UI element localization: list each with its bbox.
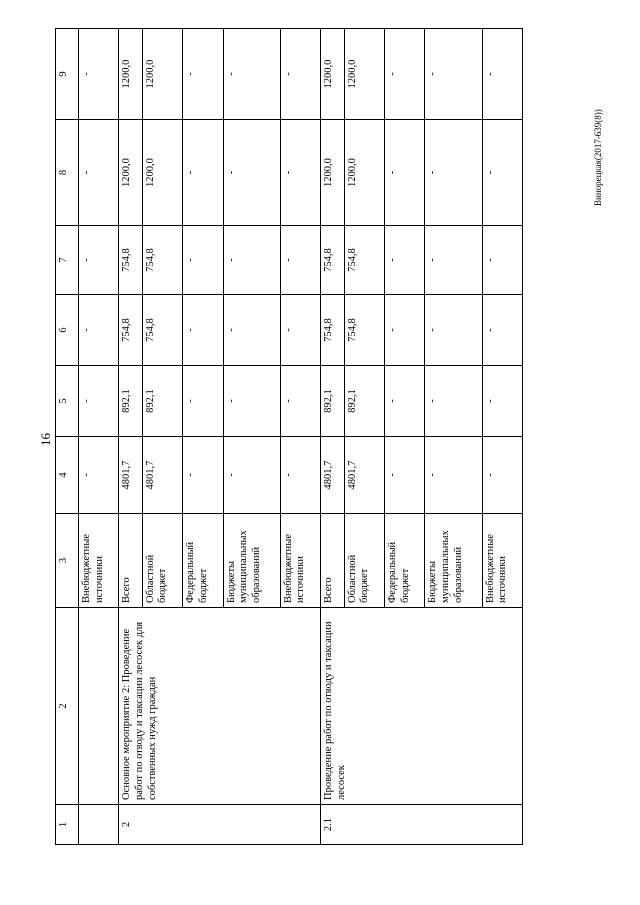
cell-value: - [223, 226, 280, 295]
cell-value: - [425, 295, 482, 366]
header-cell: 2 [56, 608, 79, 805]
cell-value: - [280, 295, 320, 366]
header-cell: 6 [56, 295, 79, 366]
header-cell: 1 [56, 805, 79, 845]
cell-value: - [223, 120, 280, 226]
cell-source: Бюджеты муниципальных образований [223, 514, 280, 608]
cell-number [79, 805, 119, 845]
cell-name: Проведение работ по отводу и таксации лесосек [321, 608, 523, 805]
cell-value: - [385, 295, 425, 366]
cell-value: 1200,0 [119, 120, 143, 226]
cell-value: - [425, 366, 482, 437]
header-cell: 8 [56, 120, 79, 226]
cell-value: - [79, 437, 119, 514]
cell-value: - [385, 366, 425, 437]
cell-source: Бюджеты муниципальных образований [425, 514, 482, 608]
cell-value: - [79, 295, 119, 366]
header-row [56, 29, 79, 845]
cell-value: - [425, 120, 482, 226]
table-row [321, 29, 345, 845]
cell-value: - [183, 120, 223, 226]
cell-source: Федеральный бюджет [183, 514, 223, 608]
cell-value: - [385, 120, 425, 226]
cell-value: 754,8 [321, 226, 345, 295]
cell-value: 754,8 [142, 226, 182, 295]
cell-source: Областной бюджет [344, 514, 384, 608]
header-cell: 9 [56, 29, 79, 120]
cell-source: Областной бюджет [142, 514, 182, 608]
cell-source: Внебюджетные источники [482, 514, 522, 608]
cell-value: - [183, 437, 223, 514]
cell-name: Основное мероприятие 2: Проведение работ по отводу и таксации лесосек для собственных нужд граждан [119, 608, 321, 805]
budget-table [55, 28, 523, 845]
cell-value: - [425, 29, 482, 120]
cell-value: - [79, 120, 119, 226]
cell-value: - [482, 366, 522, 437]
cell-value: 754,8 [344, 226, 384, 295]
cell-value: - [280, 437, 320, 514]
cell-value: 1200,0 [119, 29, 143, 120]
cell-value: 1200,0 [321, 120, 345, 226]
cell-source: Внебюджетные источники [79, 514, 119, 608]
cell-value: 754,8 [344, 295, 384, 366]
cell-value: 1200,0 [321, 29, 345, 120]
page-number: 16 [38, 433, 53, 446]
cell-value: - [482, 120, 522, 226]
cell-value: 1200,0 [142, 29, 182, 120]
cell-value: - [482, 29, 522, 120]
cell-value: - [183, 29, 223, 120]
cell-value: - [79, 226, 119, 295]
cell-value: - [223, 295, 280, 366]
cell-value: 754,8 [119, 226, 143, 295]
cell-value: 754,8 [321, 295, 345, 366]
header-cell: 5 [56, 366, 79, 437]
cell-value: - [385, 437, 425, 514]
cell-number: 2 [119, 805, 321, 845]
cell-name [79, 608, 119, 805]
cell-value: - [223, 366, 280, 437]
header-cell: 7 [56, 226, 79, 295]
cell-value: 892,1 [119, 366, 143, 437]
cell-value: - [183, 366, 223, 437]
cell-value: 892,1 [321, 366, 345, 437]
cell-value: - [280, 120, 320, 226]
cell-value: 4801,7 [321, 437, 345, 514]
cell-value: - [482, 226, 522, 295]
cell-value: 754,8 [119, 295, 143, 366]
cell-source: Федеральный бюджет [385, 514, 425, 608]
cell-value: - [385, 226, 425, 295]
cell-source: Внебюджетные источники [280, 514, 320, 608]
table-row [79, 29, 119, 845]
header-cell: 4 [56, 437, 79, 514]
cell-value: 4801,7 [344, 437, 384, 514]
cell-value: 4801,7 [142, 437, 182, 514]
cell-value: - [223, 437, 280, 514]
cell-value: - [425, 226, 482, 295]
table-row [119, 29, 143, 845]
cell-value: - [79, 366, 119, 437]
cell-value: 1200,0 [344, 29, 384, 120]
cell-value: - [482, 295, 522, 366]
cell-value: - [280, 366, 320, 437]
side-note: Винорецкая(2017-639(8)) [593, 109, 603, 206]
cell-value: 4801,7 [119, 437, 143, 514]
cell-value: - [482, 437, 522, 514]
cell-number: 2.1 [321, 805, 523, 845]
cell-value: - [183, 226, 223, 295]
cell-value: - [425, 437, 482, 514]
cell-value: 1200,0 [344, 120, 384, 226]
cell-value: - [280, 226, 320, 295]
cell-value: - [385, 29, 425, 120]
cell-value: - [79, 29, 119, 120]
cell-value: 1200,0 [142, 120, 182, 226]
cell-source: Всего [119, 514, 143, 608]
cell-value: - [183, 295, 223, 366]
cell-value: - [223, 29, 280, 120]
cell-value: 754,8 [142, 295, 182, 366]
header-cell: 3 [56, 514, 79, 608]
cell-value: 892,1 [142, 366, 182, 437]
cell-value: - [280, 29, 320, 120]
cell-source: Всего [321, 514, 345, 608]
rotated-table-container [55, 29, 523, 845]
cell-value: 892,1 [344, 366, 384, 437]
